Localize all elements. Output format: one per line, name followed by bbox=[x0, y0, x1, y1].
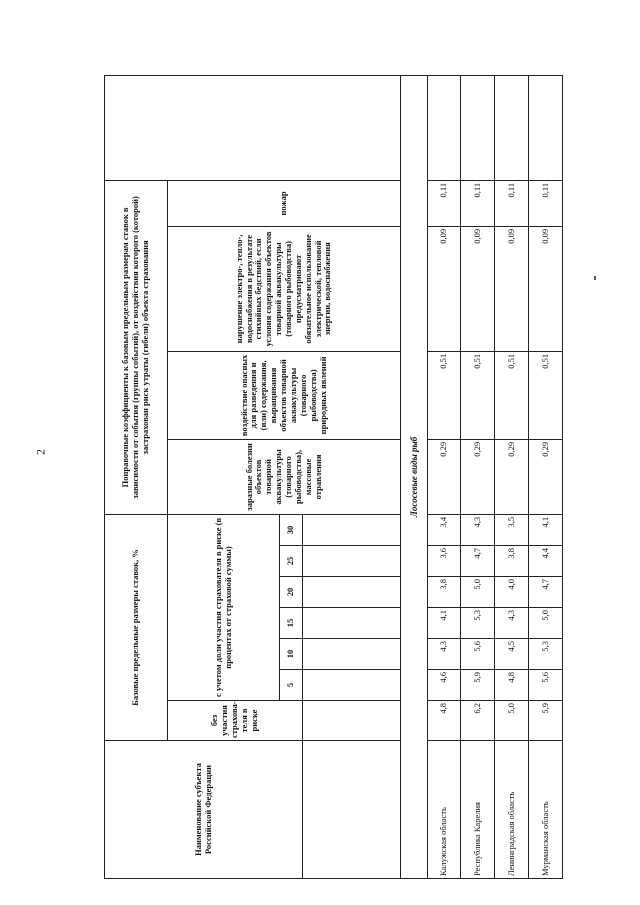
event-fire-header: пожар bbox=[168, 180, 401, 226]
rate-share-5: 5,9 bbox=[461, 670, 495, 701]
coef-utility-disruption: 0,09 bbox=[461, 226, 495, 351]
share-20-header: 20 bbox=[280, 577, 303, 608]
coef-natural-phenomena: 0,51 bbox=[495, 351, 529, 439]
coef-fire: 0,11 bbox=[461, 180, 495, 226]
blank-header-cell bbox=[303, 577, 401, 608]
rate-share-5: 4,8 bbox=[495, 670, 529, 701]
blank-cell bbox=[529, 75, 563, 180]
table-row bbox=[495, 75, 529, 878]
event-natural-phenomena-header: воздействие опасных для разведения и (или) содержания, выращивания объектов товарной аквакультуры (товарного рыбоводства) природных явлений bbox=[168, 351, 401, 439]
rotated-table-wrapper bbox=[104, 76, 550, 879]
rate-share-25: 3,6 bbox=[428, 546, 461, 577]
event-diseases-header: заразные болезни объектов товарной аквакультуры (товарного рыбоводства), массовые отравления bbox=[168, 439, 401, 514]
page-number: 2 bbox=[33, 449, 48, 455]
rate-share-10: 5,6 bbox=[461, 639, 495, 670]
rate-share-25: 3,8 bbox=[495, 546, 529, 577]
coef-diseases: 0,29 bbox=[461, 439, 495, 514]
rate-share-25: 4,7 bbox=[461, 546, 495, 577]
share-10-header: 10 bbox=[280, 639, 303, 670]
coef-diseases: 0,29 bbox=[428, 439, 461, 514]
blank-cell bbox=[428, 75, 461, 180]
rate-share-10: 5,3 bbox=[529, 639, 563, 670]
rate-share-20: 4,7 bbox=[529, 577, 563, 608]
rate-share-10: 4,3 bbox=[428, 639, 461, 670]
rate-share-30: 4,1 bbox=[529, 514, 563, 545]
without-share-header: без участия страхова-теля в риске bbox=[168, 701, 303, 741]
coef-utility-disruption: 0,09 bbox=[495, 226, 529, 351]
event-utility-disruption-header: нарушение электро-, тепло-, водоснабжения в результате стихийных бедствий, если условия содержания объектов товарной аквакультуры (товарного рыбоводства) предусматривают обязательное использование электрической, тепловой энергии, водоснабжения bbox=[168, 226, 401, 351]
coef-diseases: 0,29 bbox=[495, 439, 529, 514]
rate-share-30: 3,4 bbox=[428, 514, 461, 545]
rate-share-25: 4,4 bbox=[529, 546, 563, 577]
blank-header-cell bbox=[303, 639, 401, 670]
blank-header-cell bbox=[303, 701, 401, 741]
blank-header-cell bbox=[303, 546, 401, 577]
coefficients-header: Поправочные коэффициенты к базовым предельным размерам ставок в зависимости от события (группы событий), от воздействия которого (которой) застрахован риск утраты (гибели) объекта страхования bbox=[105, 180, 168, 514]
blank-header-cell bbox=[303, 608, 401, 639]
coef-natural-phenomena: 0,51 bbox=[461, 351, 495, 439]
rate-share-30: 3,5 bbox=[495, 514, 529, 545]
rate-share-20: 5,0 bbox=[461, 577, 495, 608]
region-name: Ленинградская область bbox=[495, 741, 529, 879]
coef-natural-phenomena: 0,51 bbox=[529, 351, 563, 439]
document-table-frame bbox=[104, 76, 550, 879]
blank-header-cell bbox=[303, 670, 401, 701]
share-5-header: 5 bbox=[280, 670, 303, 701]
share-15-header: 15 bbox=[280, 608, 303, 639]
coef-fire: 0,11 bbox=[495, 180, 529, 226]
rate-share-15: 4,3 bbox=[495, 608, 529, 639]
rate-share-5: 4,6 bbox=[428, 670, 461, 701]
coef-utility-disruption: 0,09 bbox=[529, 226, 563, 351]
coef-natural-phenomena: 0,51 bbox=[428, 351, 461, 439]
base-rates-header: Базовые предельные размеры ставок, % bbox=[105, 514, 168, 740]
insurance-rates-table bbox=[104, 75, 563, 879]
rate-share-5: 5,6 bbox=[529, 670, 563, 701]
region-name: Мурманская область bbox=[529, 741, 563, 879]
blank-cell bbox=[461, 75, 495, 180]
share-25-header: 25 bbox=[280, 546, 303, 577]
region-name: Республика Карелия bbox=[461, 741, 495, 879]
rate-share-15: 4,1 bbox=[428, 608, 461, 639]
rate-share-10: 4,5 bbox=[495, 639, 529, 670]
share-30-header: 30 bbox=[280, 514, 303, 545]
rate-share-20: 3,8 bbox=[428, 577, 461, 608]
region-name: Калужская область bbox=[428, 741, 461, 879]
rate-without-share: 4,8 bbox=[428, 701, 461, 741]
rate-without-share: 5,9 bbox=[529, 701, 563, 741]
table-row bbox=[461, 75, 495, 878]
section-row bbox=[401, 75, 428, 878]
blank-right-column bbox=[105, 75, 401, 180]
rate-share-30: 4,3 bbox=[461, 514, 495, 545]
blank-cell bbox=[495, 75, 529, 180]
table-row bbox=[428, 75, 461, 878]
scan-speck bbox=[594, 276, 596, 280]
coef-fire: 0,11 bbox=[428, 180, 461, 226]
coef-diseases: 0,29 bbox=[529, 439, 563, 514]
rate-without-share: 6,2 bbox=[461, 701, 495, 741]
with-share-header: с учетом доли участия страхователя в риске (в процентах от страховой суммы) bbox=[168, 514, 280, 700]
table-row bbox=[529, 75, 563, 878]
blank-header-cell bbox=[303, 741, 401, 879]
section-title: Лососевые виды рыб bbox=[401, 75, 428, 878]
rate-share-15: 5,0 bbox=[529, 608, 563, 639]
coef-fire: 0,11 bbox=[529, 180, 563, 226]
rate-share-20: 4,0 bbox=[495, 577, 529, 608]
header-row-1 bbox=[105, 75, 168, 878]
blank-header-cell bbox=[303, 514, 401, 545]
rate-without-share: 5,0 bbox=[495, 701, 529, 741]
subject-column-header: Наименование субъекта Российской Федерации bbox=[105, 741, 303, 879]
coef-utility-disruption: 0,09 bbox=[428, 226, 461, 351]
rate-share-15: 5,3 bbox=[461, 608, 495, 639]
